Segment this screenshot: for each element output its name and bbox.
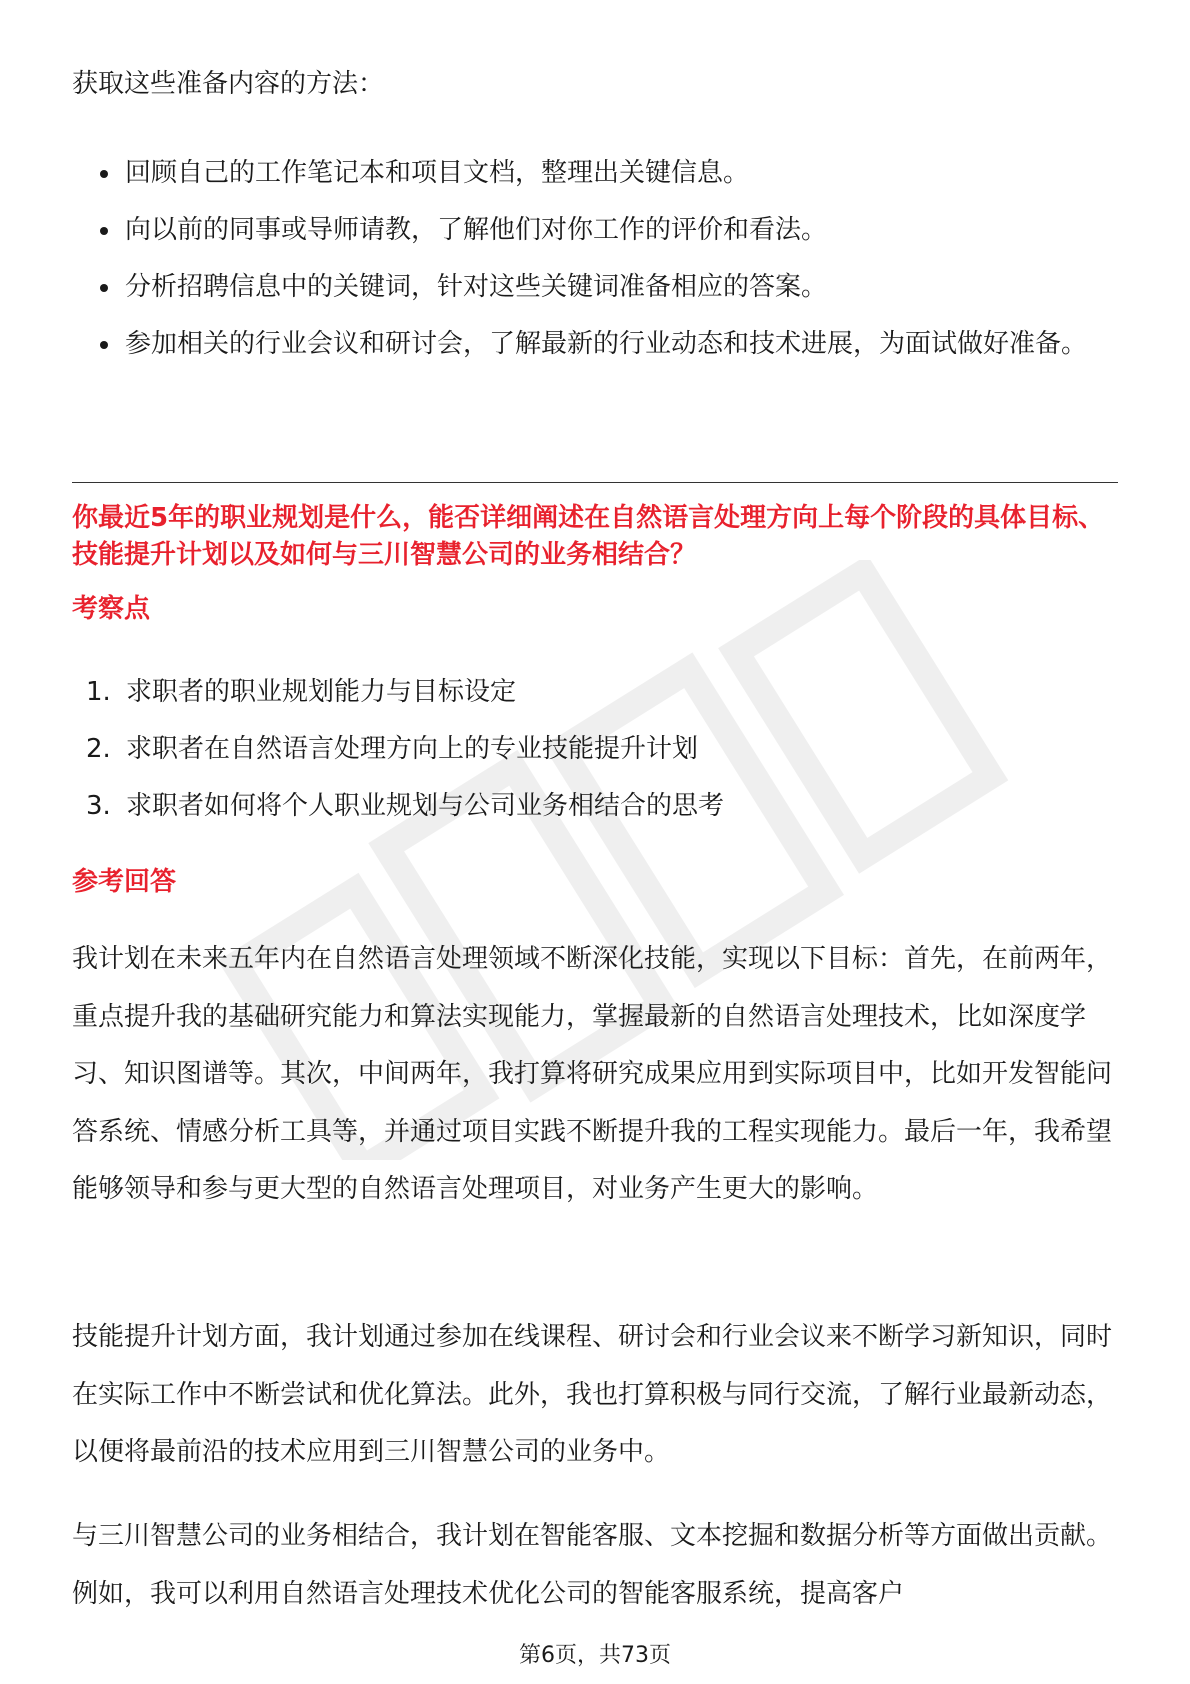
list-item: [72, 664, 724, 721]
section-divider: [72, 482, 1118, 483]
list-number: 1.: [86, 677, 111, 707]
list-text: 求职者如何将个人职业规划与公司业务相结合的思考: [126, 791, 725, 821]
intro-text: 获取这些准备内容的方法：: [72, 69, 385, 99]
list-number: 2.: [86, 734, 111, 764]
answer-paragraph: 我计划在未来五年内在自然语言处理领域不断深化技能，实现以下目标：首先，在前两年，重点提升我的基础研究能力和算法实现能力，掌握最新的自然语言处理技术，比如深度学习、知识图谱等。其次，中间两年，我打算将研究成果应用到实际项目中，比如开发智能问答系统、情感分析工具等，并通过项目实践不断提升我的工程实现能力。最后一年，我希望能够领导和参与更大型的自然语言处理项目，对业务产生更大的影响。: [72, 944, 1113, 1204]
answer-paragraph: 与三川智慧公司的业务相结合，我计划在智能客服、文本挖掘和数据分析等方面做出贡献。例如，我可以利用自然语言处理技术优化公司的智能客服系统，提高客户: [72, 1521, 1113, 1609]
page-footer: 第6页，共73页: [519, 1643, 671, 1668]
list-item: [72, 721, 724, 778]
points-list: [72, 664, 724, 835]
list-text: 求职者的职业规划能力与目标设定: [126, 677, 517, 707]
list-item: 向以前的同事或导师请教，了解他们对你工作的评价和看法。: [72, 202, 1118, 259]
answer-label: 参考回答: [72, 867, 177, 897]
list-number: 3.: [86, 791, 111, 821]
list-item: [72, 778, 724, 835]
list-item: 分析招聘信息中的关键词，针对这些关键词准备相应的答案。: [72, 259, 1118, 316]
answer-paragraph: 技能提升计划方面，我计划通过参加在线课程、研讨会和行业会议来不断学习新知识，同时在实际工作中不断尝试和优化算法。此外，我也打算积极与同行交流，了解行业最新动态，以便将最前沿的技术应用到三川智慧公司的业务中。: [72, 1322, 1113, 1467]
question-heading: 你最近5年的职业规划是什么，能否详细阐述在自然语言处理方向上每个阶段的具体目标、技能提升计划以及如何与三川智慧公司的业务相结合？: [72, 503, 1105, 570]
list-item: 参加相关的行业会议和研讨会，了解最新的行业动态和技术进展，为面试做好准备。: [72, 316, 1118, 373]
points-label: 考察点: [72, 594, 151, 624]
methods-list: [72, 145, 1118, 373]
list-item: 回顾自己的工作笔记本和项目文档，整理出关键信息。: [72, 145, 1118, 202]
list-text: 求职者在自然语言处理方向上的专业技能提升计划: [126, 734, 699, 764]
